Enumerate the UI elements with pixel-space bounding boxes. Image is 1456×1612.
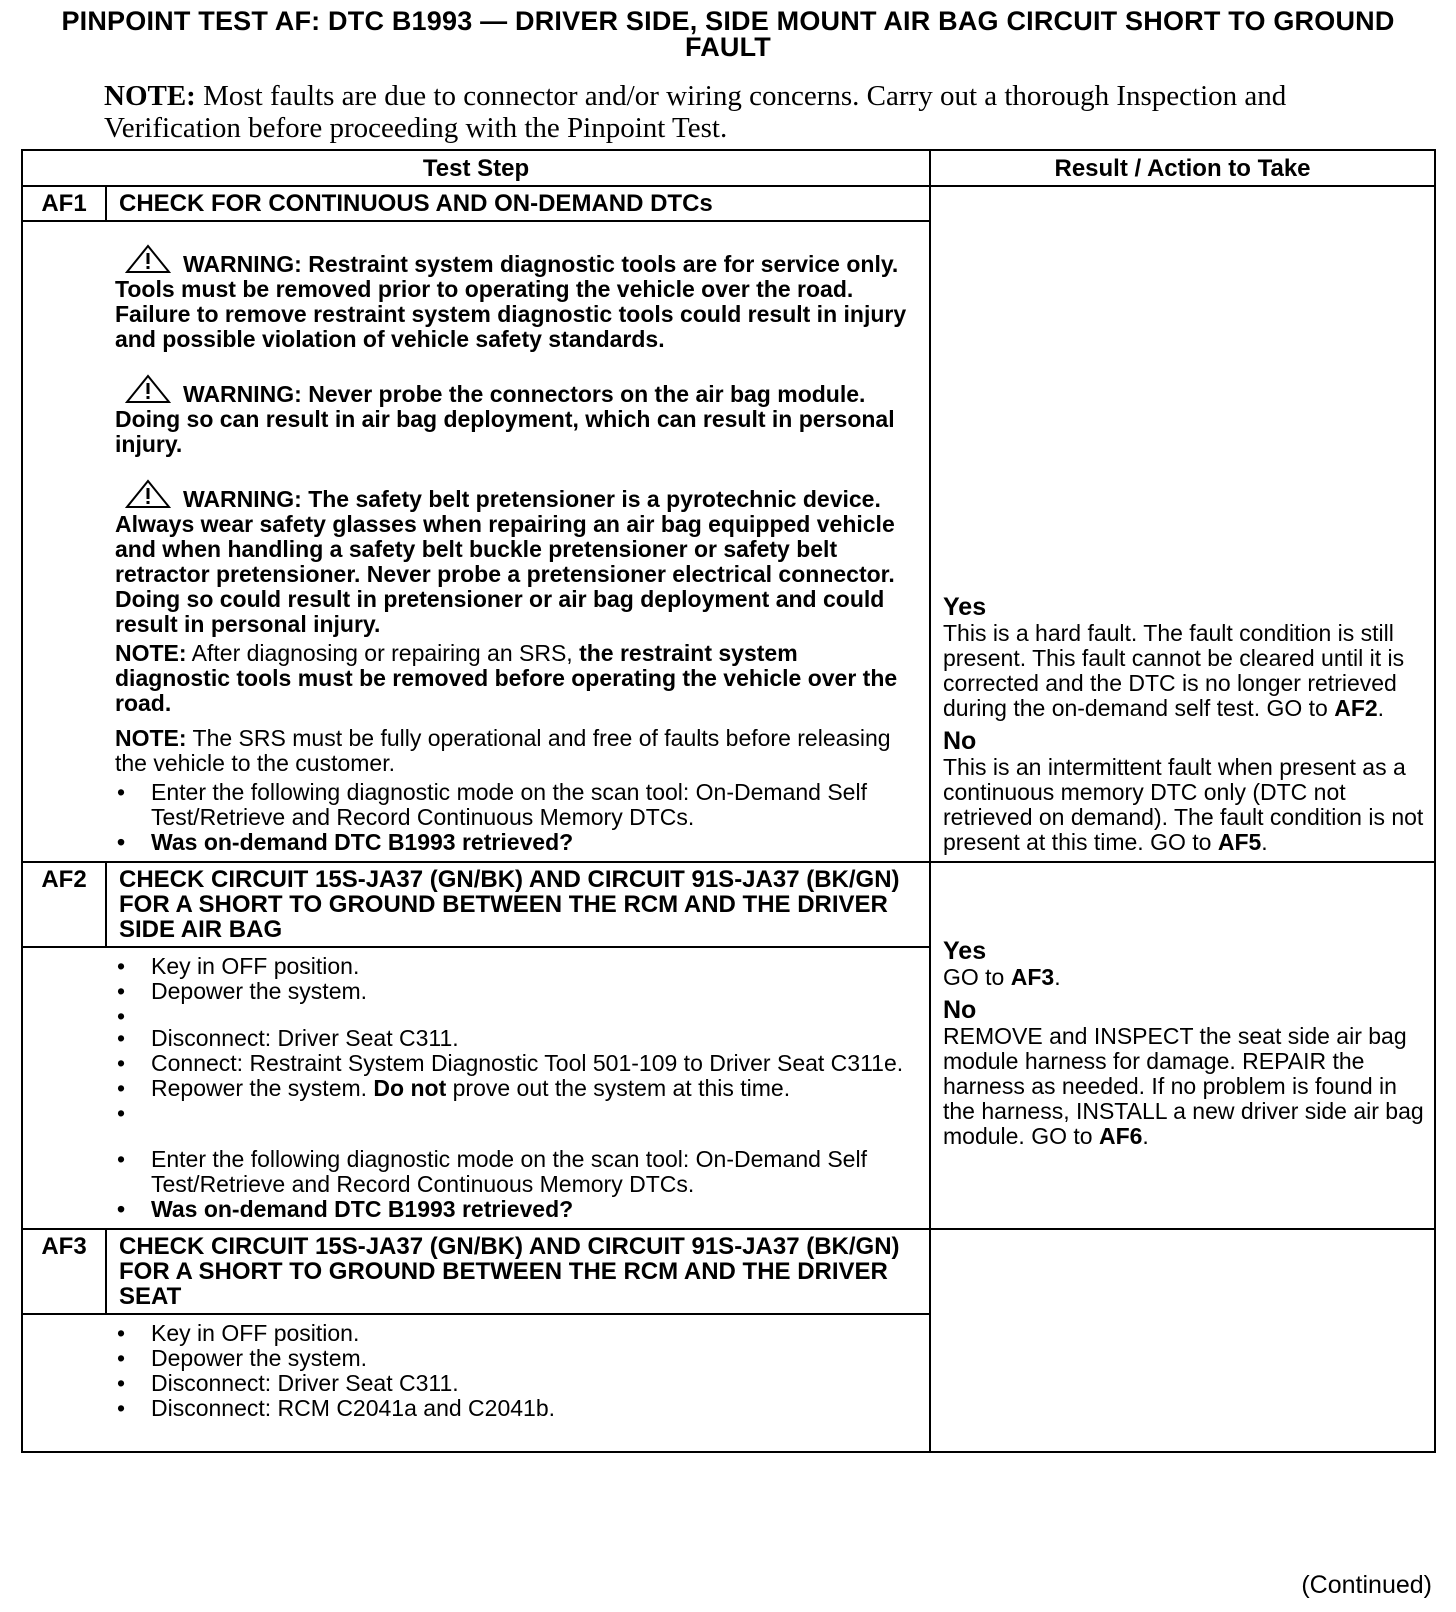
af1-note-2: NOTE: The SRS must be fully operational and free of faults before releasing the vehicle to the customer. [115,725,891,776]
title-line-1: PINPOINT TEST AF: DTC B1993 — DRIVER SIDE, SIDE MOUNT AIR BAG CIRCUIT SHORT TO GROUND [61,6,1395,36]
af1-yes-goto: AF2 [1334,695,1378,721]
af2-no-goto: AF6 [1098,1122,1143,1149]
list-item: • Key in OFF position. [115,1321,919,1346]
af1-no-label: No [943,727,977,755]
list-item: • Connect: Restraint System Diagnostic Tool 501-109 to Driver Seat C311e. [115,1051,919,1076]
af2-yes-label: Yes [943,936,987,965]
list-item: • Depower the system. [115,979,919,1004]
af1-warning-1: WARNING: Restraint system diagnostic tools are for service only. Tools must be removed prior to operating the vehicle over the road. Failure to remove restraint system diagnostic tools could result in injury and possible violation of vehicle safety standards. [115,244,919,352]
af3-heading: CHECK CIRCUIT 15S-JA37 (GN/BK) AND CIRCUIT 91S-JA37 (BK/GN) FOR A SHORT TO GROUND BETWEEN THE RCM AND THE DRIVER SEAT [106,1229,930,1314]
af3-heading-row [22,1229,1435,1314]
list-item: • Enter the following diagnostic mode on the scan tool: On-Demand Self Test/Retrieve and Record Continuous Memory DTCs. [115,780,919,830]
list-item: • Enter the following diagnostic mode on the scan tool: On-Demand Self Test/Retrieve and Record Continuous Memory DTCs. [115,1147,919,1197]
list-item: • Disconnect: RCM C2041a and C2041b. [115,1396,919,1421]
warning-icon [125,479,171,509]
af1-note-1: NOTE: After diagnosing or repairing an SRS, the restraint system diagnostic tools must be removed before operating the vehicle over the road. [115,640,898,716]
af1-heading-row [22,186,1435,221]
list-item: • Disconnect: Driver Seat C311. [115,1026,919,1051]
list-item: • Depower the system. [115,1346,919,1371]
af1-steps [115,780,919,855]
af2-yes-text: GO to AF3. [943,963,1061,990]
af2-steps [115,954,919,1222]
pinpoint-test-table [21,149,1436,1453]
af2-result [930,862,1435,1229]
af3-body [22,1314,930,1452]
intro-note [104,80,1304,144]
warning-icon [125,374,171,404]
intro-note-text: Most faults are due to connector and/or wiring concerns. Carry out a thorough Inspection and Verification before proceeding with the Pinpoint Test. [104,80,1287,144]
af3-steps [115,1321,919,1421]
list-item: • Repower the system. Do not prove out the system at this time. [115,1076,919,1101]
header-test-step: Test Step [22,150,930,186]
af1-warning-2: WARNING: Never probe the connectors on the air bag module. Doing so can result in air bag deployment, which can result in personal injury. [115,374,919,457]
af1-heading: CHECK FOR CONTINUOUS AND ON-DEMAND DTCs [106,186,930,221]
af2-step-id: AF2 [22,862,106,947]
af1-yes-label: Yes [943,593,987,621]
af1-no-text: This is an intermittent fault when present as a continuous memory DTC only (DTC not retrieved on demand). The fault condition is not present at this time. GO to AF5. [943,754,1424,855]
af1-step-id: AF1 [22,186,106,221]
intro-note-label: NOTE: [104,80,196,112]
continued-label: (Continued) [1301,1571,1432,1599]
list-item: • Was on-demand DTC B1993 retrieved? [115,1197,919,1222]
af3-step-id: AF3 [22,1229,106,1314]
list-item: • Disconnect: Driver Seat C311. [115,1371,919,1396]
header-result-action: Result / Action to Take [930,150,1435,186]
title-line-2: FAULT [685,32,771,62]
af1-yes-text: This is a hard fault. The fault condition is still present. This fault cannot be cleared until it is corrected and the DTC is no longer retrieved during the on-demand self test. GO to AF2. [943,620,1405,721]
af1-body [22,221,930,862]
af1-warning-3: WARNING: The safety belt pretensioner is a pyrotechnic device. Always wear safety glasses when repairing an air bag equipped vehicle and when handling a safety belt buckle pretensioner or safety belt retractor pretensioner. Never probe a pretensioner electrical connector. Doing so could result in pretensioner or air bag deployment and could result in personal injury. [115,479,919,637]
af2-no-label: No [943,995,977,1024]
af2-heading: CHECK CIRCUIT 15S-JA37 (GN/BK) AND CIRCUIT 91S-JA37 (BK/GN) FOR A SHORT TO GROUND BETWEEN THE RCM AND THE DRIVER SIDE AIR BAG [106,862,930,947]
list-item: • Was on-demand DTC B1993 retrieved? [115,830,919,855]
warning-icon [125,244,171,274]
af1-no-goto: AF5 [1217,829,1262,855]
table-header-row [22,150,1435,186]
page-title [14,8,1442,60]
af2-heading-row [22,862,1435,947]
af2-yes-goto: AF3 [1010,963,1055,990]
list-item: • Key in OFF position. [115,954,919,979]
af2-no-text: REMOVE and INSPECT the seat side air bag module harness for damage. REPAIR the harness as needed. If no problem is found in the harness, INSTALL a new driver side air bag module. GO to AF6. [943,1022,1424,1149]
af1-result [930,186,1435,862]
af2-body [22,947,930,1229]
af3-result [930,1229,1435,1452]
